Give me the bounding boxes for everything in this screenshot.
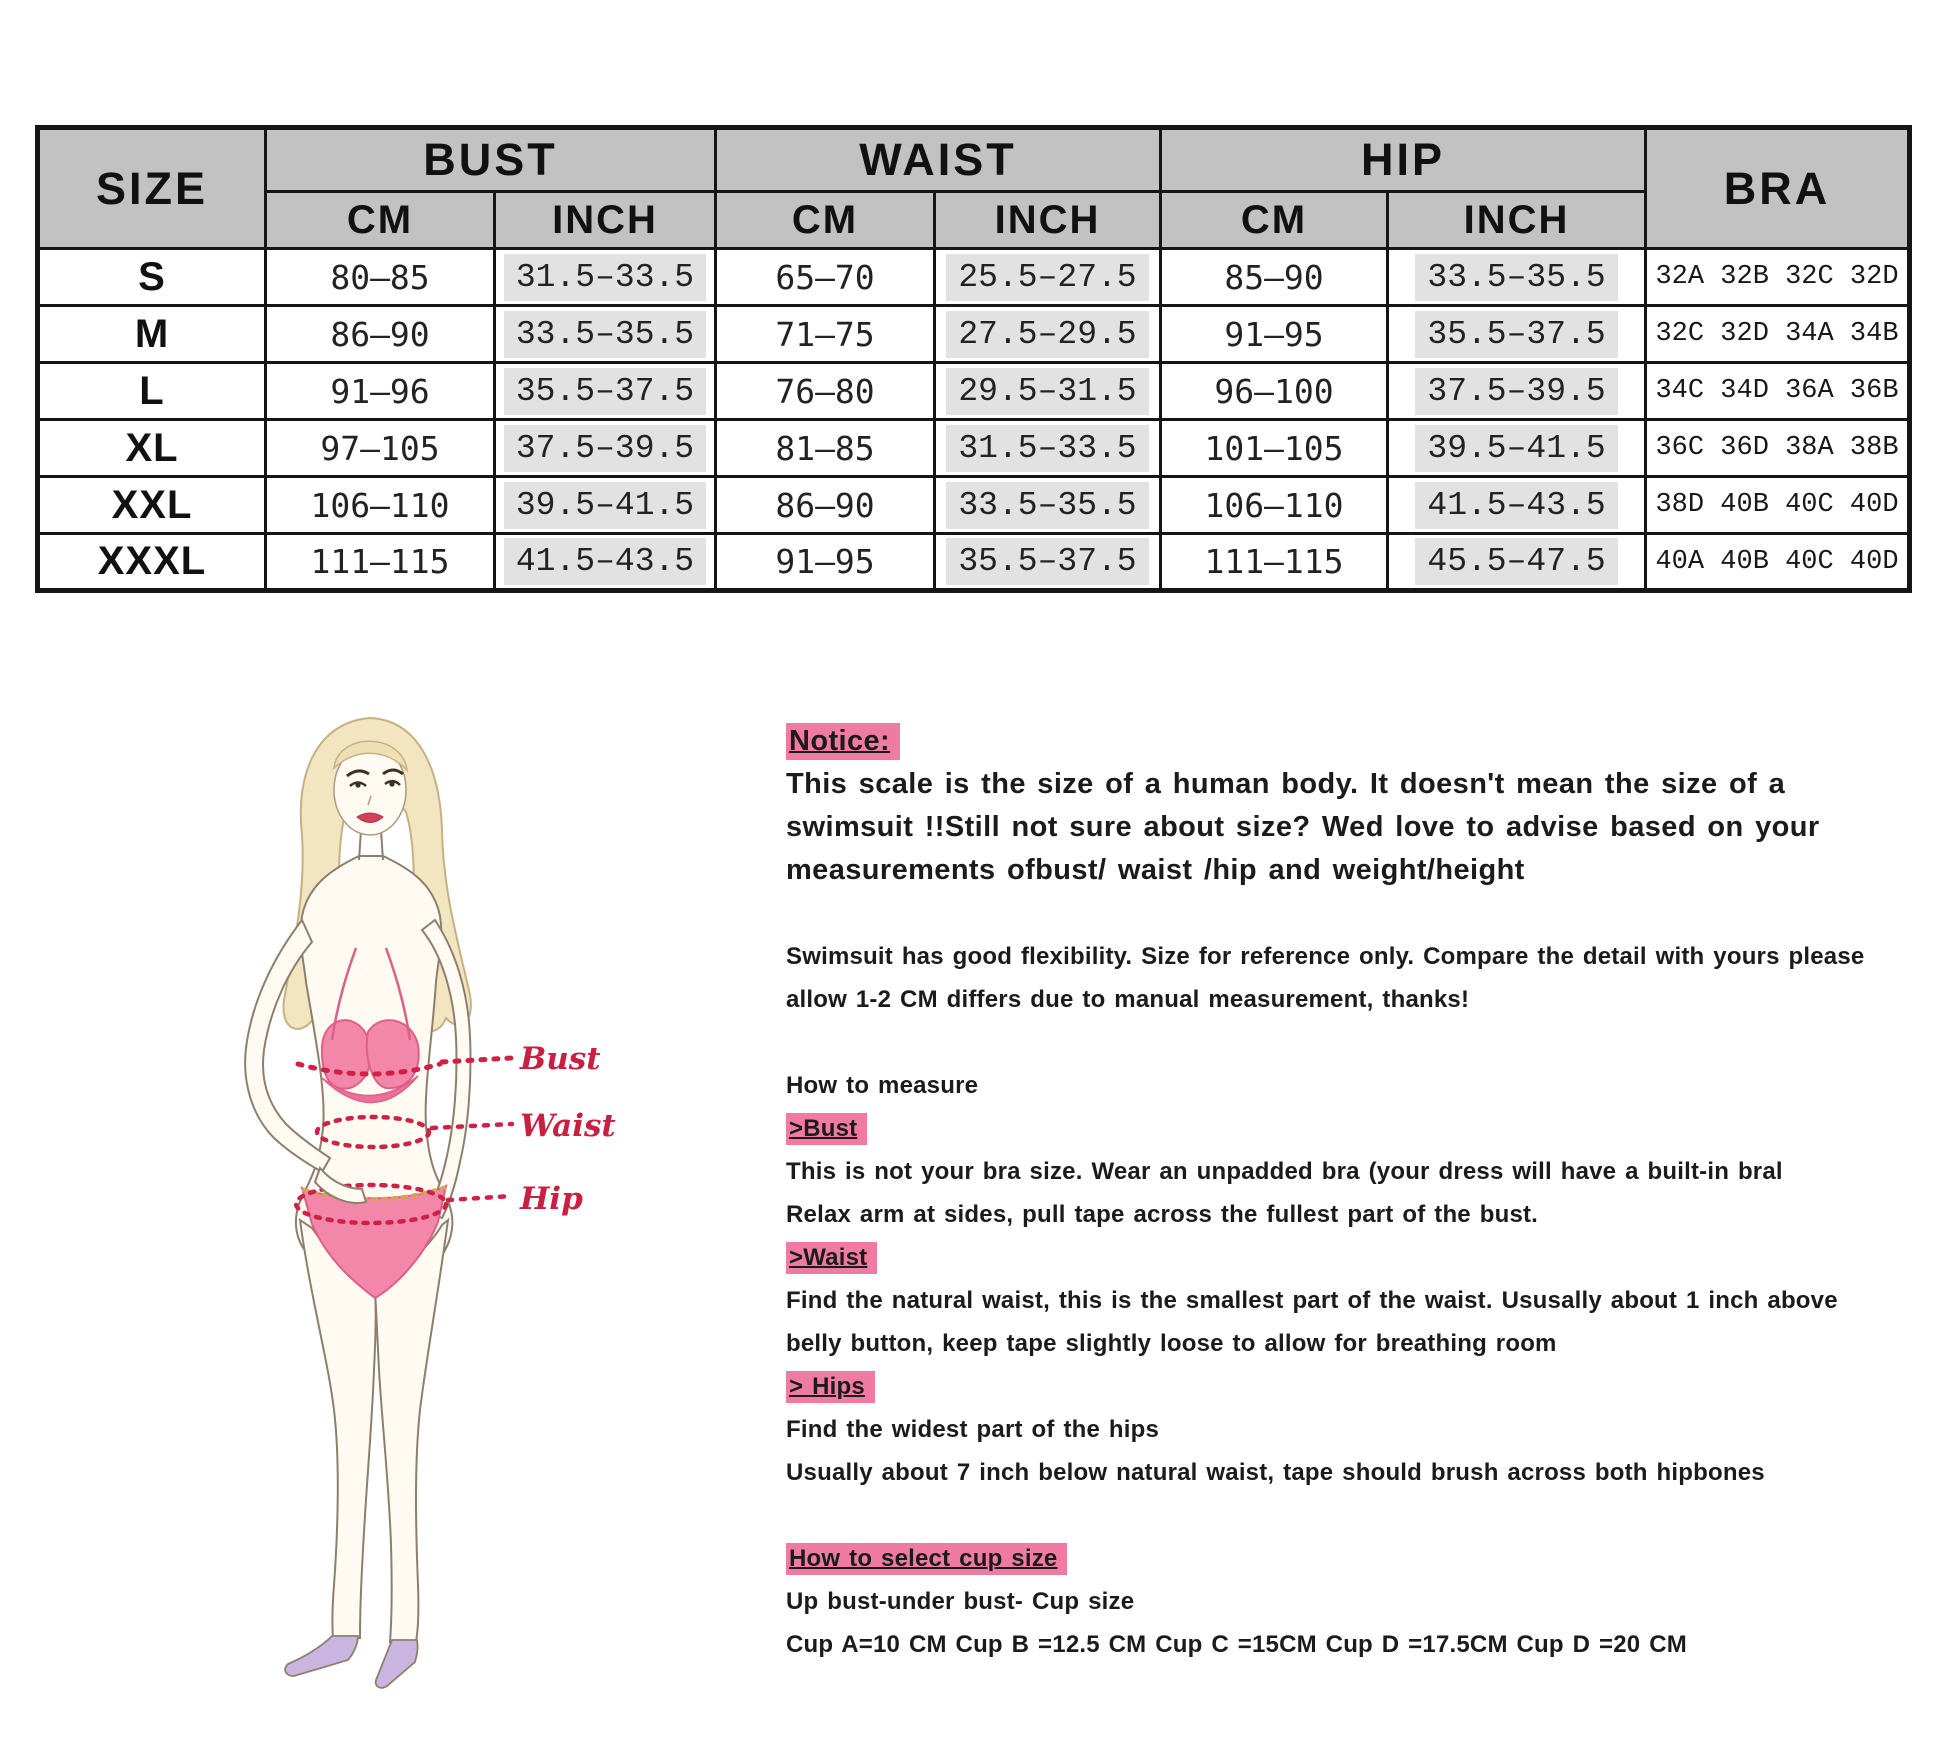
bust-heading-text: >Bust — [786, 1113, 867, 1145]
waist-section-heading — [786, 1236, 1946, 1279]
cell-bra: 34C 34D 36A 36B — [1646, 363, 1910, 420]
waist-label: Waist — [520, 1108, 616, 1144]
inch-value: 27.5–29.5 — [946, 311, 1148, 358]
cell-hip-inch — [1388, 306, 1646, 363]
cell-bust-cm: 91–96 — [266, 363, 495, 420]
info-text-column — [786, 720, 1946, 1666]
cell-hip-inch — [1388, 534, 1646, 591]
measurement-figure — [180, 680, 640, 1690]
cell-bust-cm: 106–110 — [266, 477, 495, 534]
inch-value: 41.5–43.5 — [1415, 482, 1617, 529]
inch-value: 31.5–33.5 — [504, 254, 706, 301]
cell-bust-cm: 80–85 — [266, 249, 495, 306]
inch-value: 35.5–37.5 — [504, 368, 706, 415]
cup-section-heading — [786, 1537, 1946, 1580]
cell-bra: 32A 32B 32C 32D — [1646, 249, 1910, 306]
table-row-l — [38, 363, 1910, 420]
inch-value: 31.5–33.5 — [946, 425, 1148, 472]
face — [334, 741, 407, 835]
how-to-measure-heading: How to measure — [786, 1072, 979, 1099]
bust-section-line: This is not your bra size. Wear an unpadded bra (your dress will have a built-in bral — [786, 1158, 1783, 1185]
cell-size: S — [38, 249, 266, 306]
spacer — [786, 1021, 1946, 1064]
cell-bust-cm: 97–105 — [266, 420, 495, 477]
table-row-xl — [38, 420, 1910, 477]
cell-hip-cm: 85–90 — [1161, 249, 1388, 306]
cell-bust-cm: 111–115 — [266, 534, 495, 591]
cell-bust-inch — [495, 534, 716, 591]
cell-size: XL — [38, 420, 266, 477]
cell-waist-inch — [935, 420, 1161, 477]
cell-waist-cm: 65–70 — [716, 249, 935, 306]
bust-section-line: Relax arm at sides, pull tape across the fullest part of the bust. — [786, 1201, 1539, 1228]
cup-section-line: Up bust-under bust- Cup size — [786, 1588, 1135, 1615]
col-header-bust: BUST — [266, 128, 716, 192]
subheader-waist-inch: INCH — [935, 192, 1161, 249]
flexibility-line: allow 1-2 CM differs due to manual measurement, thanks! — [786, 986, 1470, 1013]
cell-size: L — [38, 363, 266, 420]
col-header-bra: BRA — [1646, 128, 1910, 249]
subheader-bust-cm: CM — [266, 192, 495, 249]
cell-bra: 38D 40B 40C 40D — [1646, 477, 1910, 534]
hip-label: Hip — [520, 1181, 583, 1217]
subheader-waist-cm: CM — [716, 192, 935, 249]
hips-section-line: Usually about 7 inch below natural waist, tape should brush across both hipbones — [786, 1459, 1765, 1486]
table-row-m — [38, 306, 1910, 363]
cell-waist-cm: 76–80 — [716, 363, 935, 420]
notice-line: swimsuit !!Still not sure about size? Wed love to advise based on your — [786, 811, 1820, 843]
table-row-xxxl — [38, 534, 1910, 591]
cell-bust-inch — [495, 363, 716, 420]
inch-value: 41.5–43.5 — [504, 538, 706, 585]
cell-hip-cm: 91–95 — [1161, 306, 1388, 363]
notice-heading — [786, 720, 1946, 763]
subheader-bust-inch: INCH — [495, 192, 716, 249]
bust-label: Bust — [520, 1041, 601, 1077]
cell-bust-inch — [495, 477, 716, 534]
cell-hip-cm: 111–115 — [1161, 534, 1388, 591]
inch-value: 33.5–35.5 — [946, 482, 1148, 529]
cell-waist-inch — [935, 477, 1161, 534]
inch-value: 33.5–35.5 — [504, 311, 706, 358]
cell-bust-cm: 86–90 — [266, 306, 495, 363]
size-chart — [35, 125, 1907, 593]
spacer — [786, 1494, 1946, 1537]
cell-hip-cm: 106–110 — [1161, 477, 1388, 534]
cell-size: XXL — [38, 477, 266, 534]
cell-hip-inch — [1388, 363, 1646, 420]
table-row-xxl — [38, 477, 1910, 534]
cell-bra: 32C 32D 34A 34B — [1646, 306, 1910, 363]
cell-waist-inch — [935, 363, 1161, 420]
waist-heading-text: >Waist — [786, 1242, 877, 1274]
waist-section-line: belly button, keep tape slightly loose to allow for breathing room — [786, 1330, 1557, 1357]
col-header-waist: WAIST — [716, 128, 1161, 192]
cell-hip-cm: 96–100 — [1161, 363, 1388, 420]
cell-bust-inch — [495, 249, 716, 306]
inch-value: 25.5–27.5 — [946, 254, 1148, 301]
cell-hip-cm: 101–105 — [1161, 420, 1388, 477]
cell-bust-inch — [495, 420, 716, 477]
cell-size: M — [38, 306, 266, 363]
cell-waist-cm: 91–95 — [716, 534, 935, 591]
cell-waist-inch — [935, 249, 1161, 306]
col-header-size: SIZE — [38, 128, 266, 249]
table-row-s — [38, 249, 1910, 306]
hips-heading-text: > Hips — [786, 1371, 875, 1403]
cup-heading-text: How to select cup size — [786, 1543, 1067, 1575]
waist-section-line: Find the natural waist, this is the smallest part of the waist. Ususally about 1 inch above — [786, 1287, 1838, 1314]
cell-hip-inch — [1388, 249, 1646, 306]
figure-illustration — [180, 680, 640, 1690]
header-group-row — [38, 128, 1910, 192]
inch-value: 35.5–37.5 — [1415, 311, 1617, 358]
subheader-hip-cm: CM — [1161, 192, 1388, 249]
cell-hip-inch — [1388, 477, 1646, 534]
cell-size: XXXL — [38, 534, 266, 591]
size-chart-table — [35, 125, 1912, 593]
cell-waist-cm: 86–90 — [716, 477, 935, 534]
cell-waist-cm: 71–75 — [716, 306, 935, 363]
cup-section-line: Cup A=10 CM Cup B =12.5 CM Cup C =15CM Cup D =17.5CM Cup D =20 CM — [786, 1631, 1687, 1658]
bust-section-heading — [786, 1107, 1946, 1150]
inch-value: 29.5–31.5 — [946, 368, 1148, 415]
cell-waist-inch — [935, 306, 1161, 363]
cell-waist-inch — [935, 534, 1161, 591]
notice-line: This scale is the size of a human body. It doesn't mean the size of a — [786, 768, 1786, 800]
inch-value: 35.5–37.5 — [946, 538, 1148, 585]
spacer — [786, 892, 1946, 935]
inch-value: 33.5–35.5 — [1415, 254, 1617, 301]
inch-value: 39.5–41.5 — [1415, 425, 1617, 472]
subheader-hip-inch: INCH — [1388, 192, 1646, 249]
notice-line: measurements ofbust/ waist /hip and weight/height — [786, 854, 1525, 886]
inch-value: 45.5–47.5 — [1415, 538, 1617, 585]
cell-waist-cm: 81–85 — [716, 420, 935, 477]
hips-section-heading — [786, 1365, 1946, 1408]
inch-value: 37.5–39.5 — [504, 425, 706, 472]
shoes — [285, 1636, 417, 1688]
flexibility-line: Swimsuit has good flexibility. Size for reference only. Compare the detail with yours please — [786, 943, 1865, 970]
hips-section-line: Find the widest part of the hips — [786, 1416, 1160, 1443]
cell-bust-inch — [495, 306, 716, 363]
col-header-hip: HIP — [1161, 128, 1646, 192]
cell-bra: 36C 36D 38A 38B — [1646, 420, 1910, 477]
header-sub-row — [38, 192, 1910, 249]
notice-heading-text: Notice: — [786, 723, 900, 760]
inch-value: 39.5–41.5 — [504, 482, 706, 529]
cell-hip-inch — [1388, 420, 1646, 477]
inch-value: 37.5–39.5 — [1415, 368, 1617, 415]
cell-bra: 40A 40B 40C 40D — [1646, 534, 1910, 591]
